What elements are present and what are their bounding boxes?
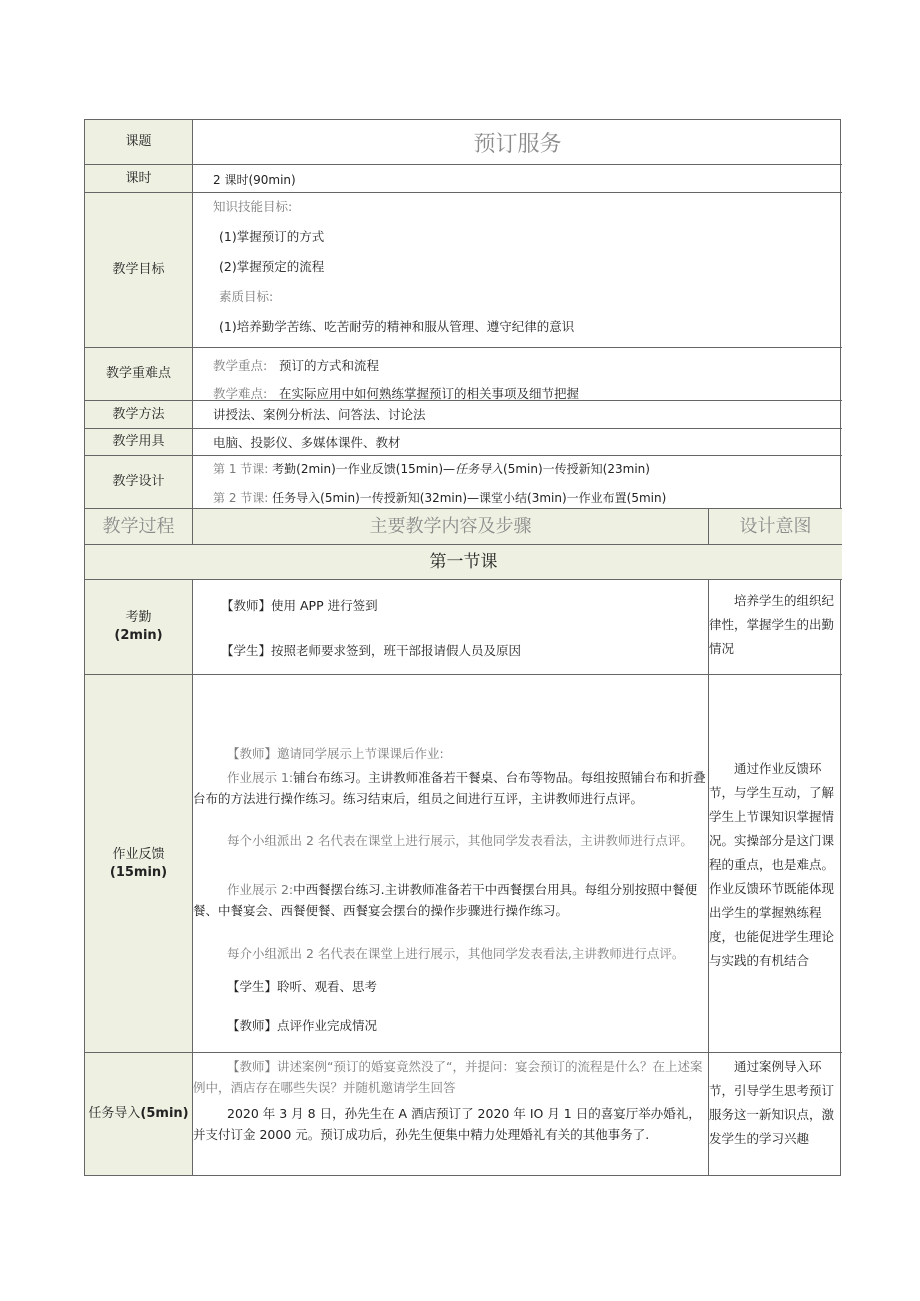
quality-item-1: (1)培养勤学苦练、吃苦耐劳的精神和服从管理、遵守纪律的意识 bbox=[219, 319, 575, 334]
process-header-col3 bbox=[709, 509, 842, 545]
task-time: (5min) bbox=[140, 1106, 189, 1121]
method-cell bbox=[193, 401, 842, 429]
session-2-label: 第 2 节课: bbox=[213, 491, 269, 505]
design-label-cell bbox=[85, 456, 193, 509]
section-title-cell bbox=[85, 545, 842, 580]
attendance-intent: 培养学生的组织纪律性，掌握学生的出勤情况 bbox=[709, 593, 835, 656]
session-1-part-c: (5min)一传授新知(23min) bbox=[503, 462, 650, 476]
objectives-cell bbox=[193, 193, 842, 348]
homework-teacher-review: 【教师】点评作业完成情况 bbox=[227, 1018, 378, 1033]
show2-label: 作业展示 2: bbox=[227, 882, 294, 897]
tools-value: 电脑、投影仪、多媒体课件、教材 bbox=[213, 435, 401, 450]
method-label-cell bbox=[85, 401, 193, 429]
homework-show1 bbox=[193, 767, 707, 809]
show1-label: 作业展示 1: bbox=[227, 770, 294, 785]
design-session-2 bbox=[213, 490, 666, 506]
homework-intent-cell bbox=[709, 675, 842, 1053]
task-teacher: 【教师】讲述案例“预订的婚宴竟然没了“，并提问：宴会预订的流程是什么？在上述案例中，酒店存在哪些失误？并随机邀请学生回答 bbox=[193, 1059, 703, 1095]
process-col3-label: 设计意图 bbox=[739, 515, 812, 537]
task-case: 2020 年 3 月 8 日，孙先生在 A 酒店预订了 2020 年 IO 月 1 日的喜宴厅举办婚礼，并支付订金 2000 元。预订成功后，孙先生便集中精力处理婚礼有关的其他事务了. bbox=[193, 1106, 701, 1142]
knowledge-heading: 知识技能目标: bbox=[213, 199, 293, 214]
hours-label-cell bbox=[85, 165, 193, 193]
tools-label-cell bbox=[85, 429, 193, 456]
process-header-col1 bbox=[85, 509, 193, 545]
objectives-label-cell bbox=[85, 193, 193, 348]
quality-heading: 素质目标: bbox=[219, 289, 274, 304]
homework-show1-note: 每个小组派出 2 名代表在课堂上进行展示，其他同学发表看法，主讲教师进行点评。 bbox=[227, 833, 693, 848]
keypoints-label-cell bbox=[85, 348, 193, 401]
tools-label: 教学用具 bbox=[112, 434, 165, 449]
difficulty-label: 教学难点: bbox=[213, 386, 268, 401]
design-label: 教学设计 bbox=[112, 474, 165, 489]
attendance-teacher: 【教师】使用 APP 进行签到 bbox=[221, 598, 378, 613]
show2-text: 中西餐摆台练习.主讲教师准备若干中西餐摆台用具。每组分别按照中餐便餐、中餐宴会、西餐便餐、西餐宴会摆台的操作步骤进行操作练习。 bbox=[193, 882, 698, 918]
section-title: 第一节课 bbox=[429, 552, 498, 572]
task-intent: 通过案例导入环节，引导学生思考预订服务这一新知识点，激发学生的学习兴趣 bbox=[709, 1059, 835, 1146]
homework-intent: 通过作业反馈环节，与学生互动，了解学生上节课知识掌握情况。实操部分是这门课程的重点，也是难点。作业反馈环节既能体现出学生的掌握熟练程度，也能促进学生理论与实践的有机结合 bbox=[709, 761, 835, 968]
topic-cell bbox=[193, 120, 842, 165]
attendance-intent-cell bbox=[709, 580, 842, 675]
hours-value: 2 课时(90min) bbox=[213, 173, 296, 187]
design-cell bbox=[193, 456, 842, 509]
design-session-1 bbox=[213, 461, 650, 477]
homework-time: (15min) bbox=[109, 864, 168, 880]
session-2-value: 任务导入(5min)一传授新知(32min)—课堂小结(3min)一作业布置(5min) bbox=[272, 491, 667, 505]
method-label: 教学方法 bbox=[112, 406, 165, 422]
process-col1-label: 教学过程 bbox=[102, 515, 175, 537]
homework-student: 【学生】聆听、观看、思考 bbox=[227, 979, 378, 994]
attendance-label-cell bbox=[85, 580, 193, 675]
topic-label-cell bbox=[85, 120, 193, 165]
attendance-content-cell bbox=[193, 580, 709, 675]
session-1-part-b: 任务导入 bbox=[455, 462, 504, 476]
task-content-cell bbox=[193, 1053, 709, 1175]
task-label-cell bbox=[85, 1053, 193, 1175]
attendance-time: (2min) bbox=[114, 628, 163, 643]
tools-cell bbox=[193, 429, 842, 456]
homework-label-wrap bbox=[85, 846, 192, 882]
task-intent-cell bbox=[709, 1053, 842, 1175]
focus-label: 教学重点: bbox=[213, 358, 268, 373]
hours-cell bbox=[193, 165, 842, 193]
topic-label: 课题 bbox=[125, 134, 152, 149]
session-1-label: 第 1 节课: bbox=[213, 462, 269, 476]
homework-show2-note: 每介小组派出 2 名代表在课堂上进行展示，其他同学发表看法,主讲教师进行点评。 bbox=[227, 946, 685, 961]
method-value: 讲授法、案例分析法、问答法、讨论法 bbox=[213, 407, 426, 422]
homework-label-cell bbox=[85, 675, 193, 1053]
process-header-col2 bbox=[193, 509, 709, 545]
session-1-part-a: 考勤(2min)一作业反馈(15min)— bbox=[272, 462, 456, 476]
keypoints-label: 教学重难点 bbox=[105, 366, 171, 381]
knowledge-item-2: (2)掌握预定的流程 bbox=[219, 259, 325, 274]
task-label-wrap bbox=[88, 1105, 188, 1123]
keypoints-cell bbox=[193, 348, 842, 401]
topic-title: 预订服务 bbox=[473, 131, 562, 157]
attendance-student: 【学生】按照老师要求签到，班干部报请假人员及原因 bbox=[221, 643, 522, 658]
homework-content-cell bbox=[193, 675, 709, 1053]
lesson-plan-table bbox=[84, 119, 841, 1176]
difficulty-value: 在实际应用中如何熟练掌握预订的相关事项及细节把握 bbox=[279, 386, 580, 401]
knowledge-item-1: (1)掌握预订的方式 bbox=[219, 229, 325, 244]
objectives-label: 教学目标 bbox=[112, 262, 165, 277]
homework-teacher-invite: 【教师】邀请同学展示上节课课后作业: bbox=[227, 746, 444, 761]
homework-label: 作业反馈 bbox=[112, 846, 165, 862]
task-label: 任务导入 bbox=[88, 1106, 141, 1121]
show1-text: 铺台布练习。主讲教师准备若干餐桌、台布等物品。每组按照铺台布和折叠台布的方法进行操作练习。练习结束后，组员之间进行互评，主讲教师进行点评。 bbox=[193, 770, 706, 806]
process-col2-label: 主要教学内容及步骤 bbox=[369, 515, 532, 537]
attendance-label: 考勤 bbox=[125, 610, 152, 625]
focus-value: 预订的方式和流程 bbox=[279, 358, 380, 373]
homework-show2 bbox=[193, 879, 707, 921]
hours-label: 课时 bbox=[125, 170, 152, 186]
